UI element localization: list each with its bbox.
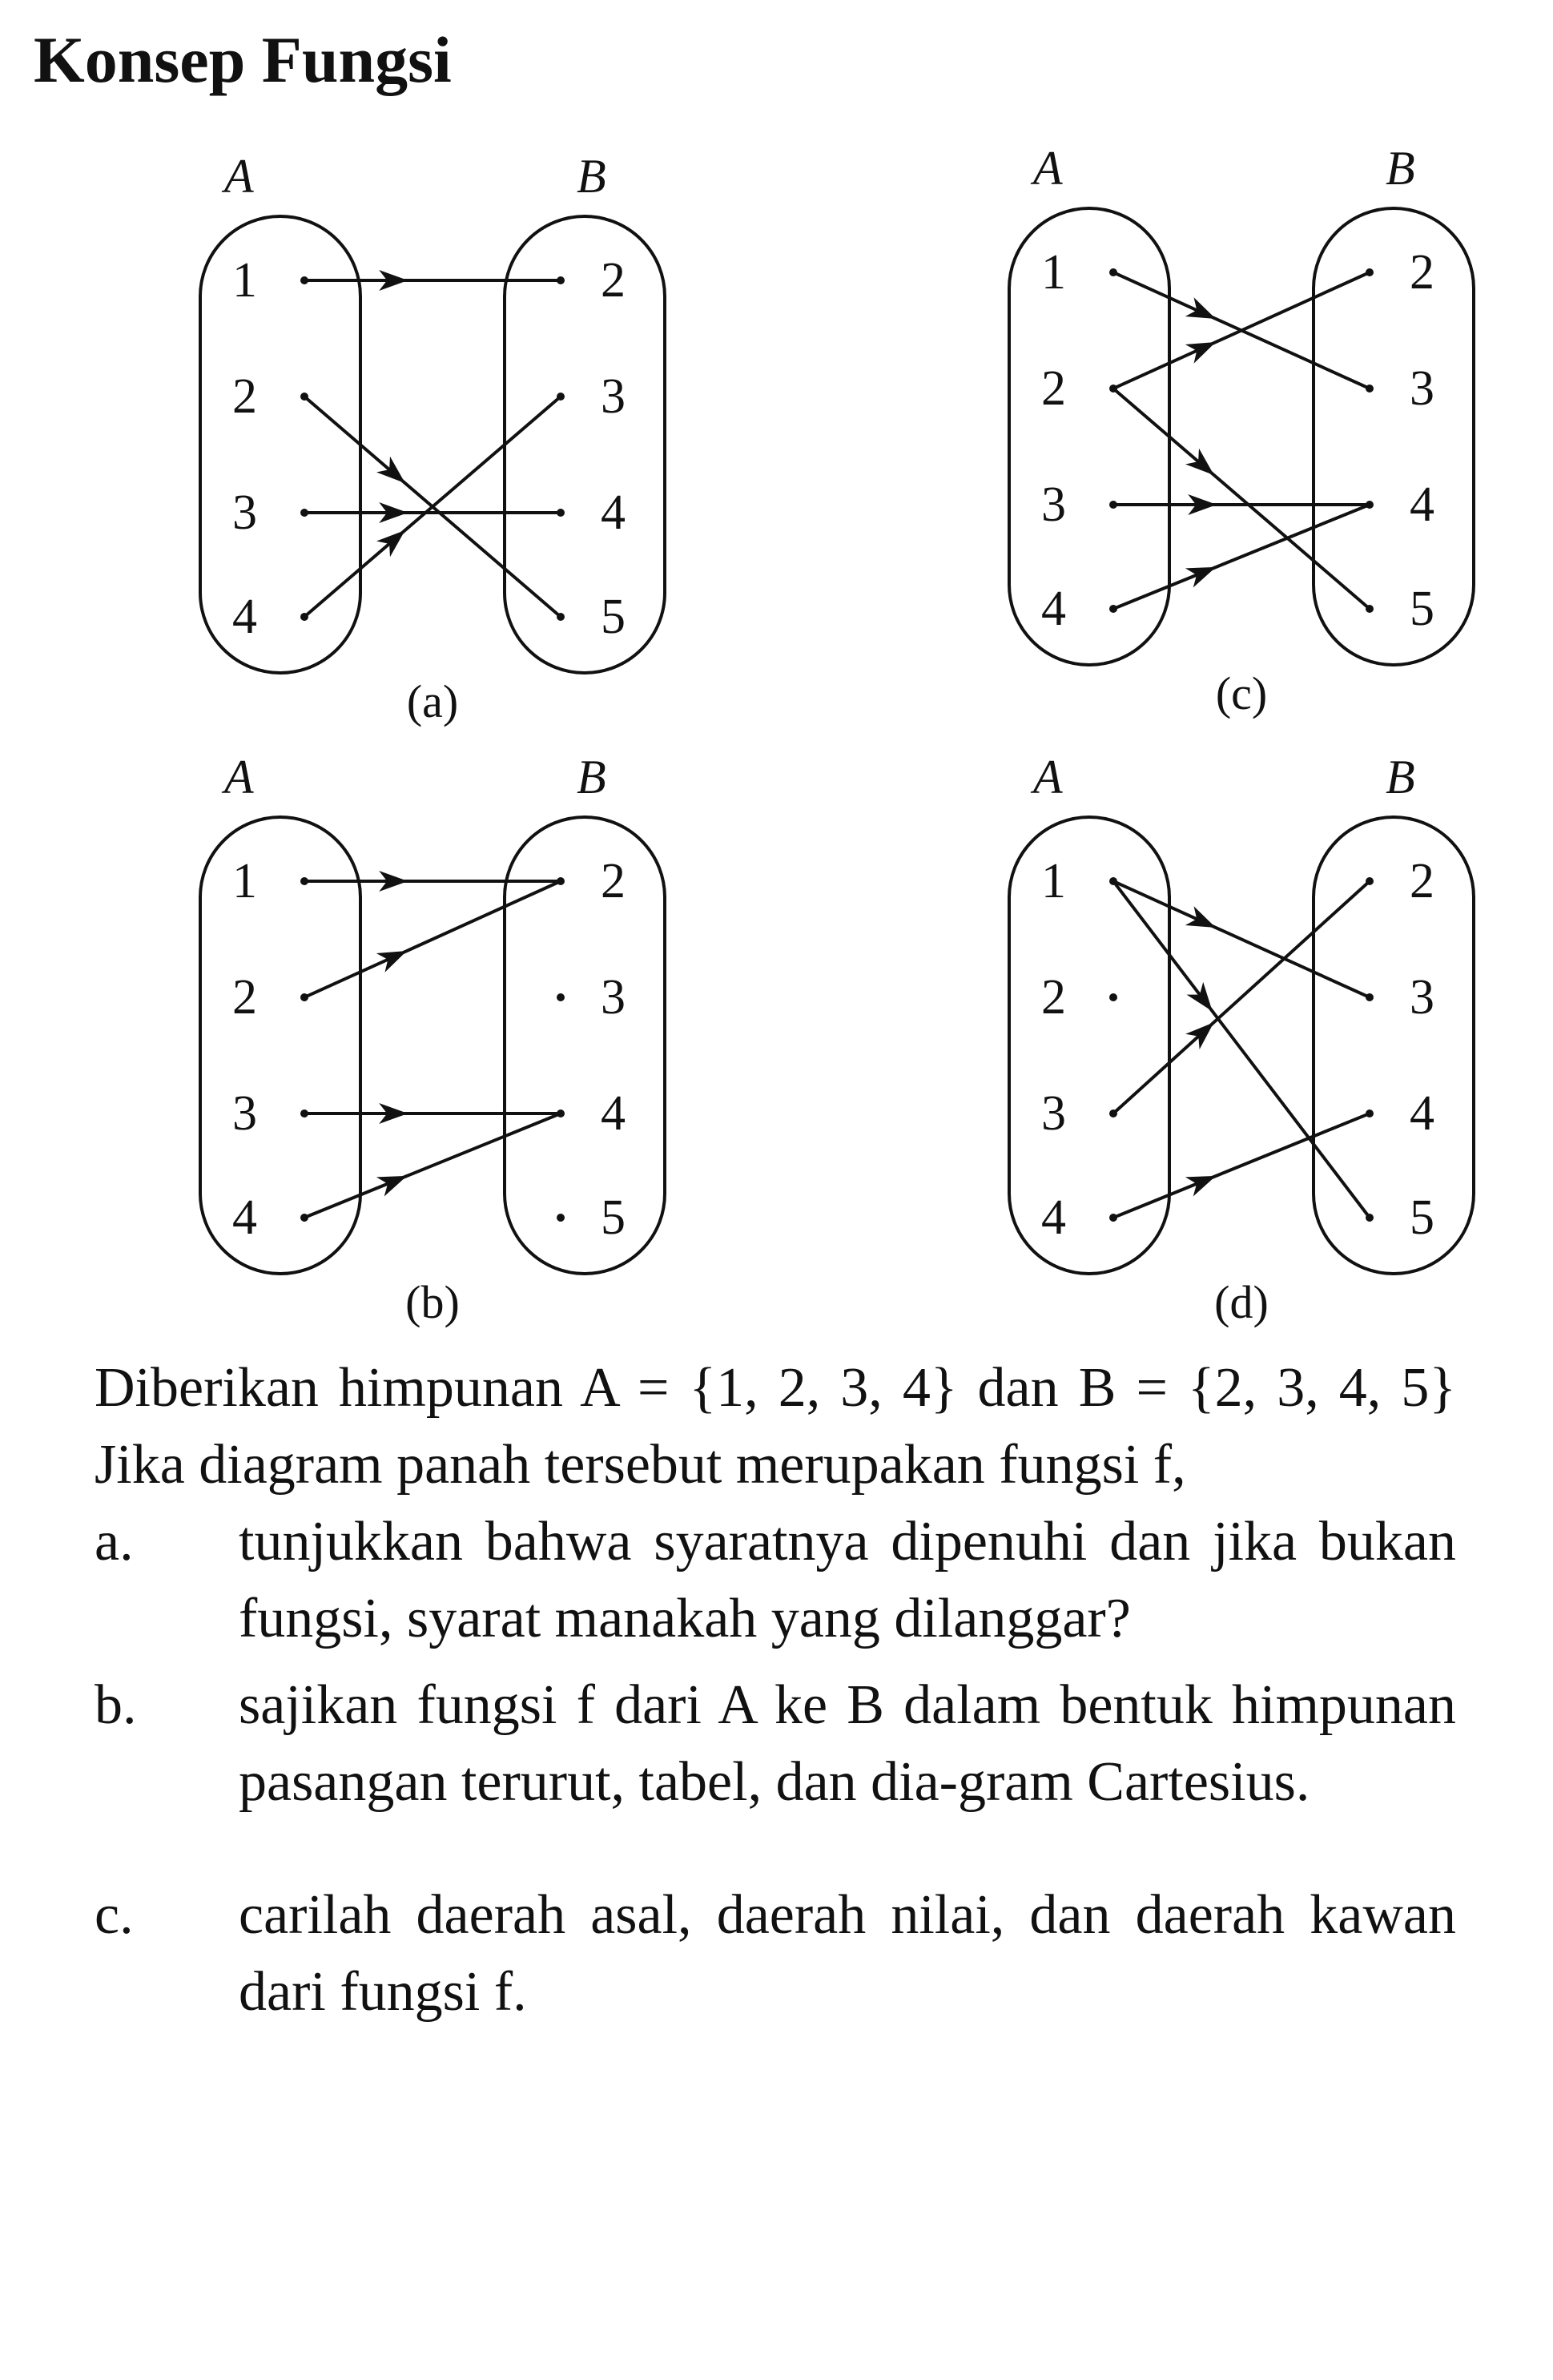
mapping-arrow (1113, 505, 1370, 609)
set-b-element: 3 (601, 970, 626, 1025)
question-text: tunjukkan bahwa syaratnya dipenuhi dan jika bukan fungsi, syarat manakah yang dilanggar? (239, 1511, 1456, 1649)
question-item-a (95, 1504, 1456, 1657)
set-b-element: 3 (601, 369, 626, 424)
set-b-element: 5 (1410, 1190, 1434, 1245)
question-item-b (95, 1667, 1456, 1821)
set-b-element: 4 (1410, 1086, 1434, 1141)
problem-statement (95, 1350, 1456, 2031)
question-marker: c. (95, 1884, 134, 1946)
set-b-oval (505, 817, 665, 1274)
mapping-arrow (304, 1113, 561, 1218)
set-a-element: 2 (1041, 970, 1066, 1025)
arrow-diagram-d (985, 737, 1498, 1330)
set-a-element: 4 (1041, 1190, 1066, 1245)
arrowhead (1185, 1166, 1220, 1197)
diagram-caption: (a) (406, 675, 459, 727)
set-a-element: 2 (232, 369, 257, 424)
set-a-dot (1109, 993, 1117, 1001)
set-b-element: 5 (601, 1190, 626, 1245)
mapping-arrow (1113, 881, 1370, 1113)
set-a-label: A (1033, 142, 1063, 195)
set-b-element: 3 (1410, 361, 1434, 416)
arrow-diagram-c (985, 128, 1498, 721)
arrowhead (1185, 906, 1221, 937)
set-b-label: B (577, 150, 606, 203)
problem-intro: Diberikan himpunan A = {1, 2, 3, 4} dan B = {2, 3, 4, 5} Jika diagram panah tersebut merupakan fungsi f, (95, 1357, 1456, 1496)
set-b-element: 2 (1410, 854, 1434, 908)
set-a-element: 2 (232, 970, 257, 1025)
arrow-diagram-b (176, 737, 689, 1330)
set-a-element: 4 (1041, 582, 1066, 636)
set-a-element: 1 (1041, 854, 1066, 908)
set-b-label: B (577, 751, 606, 803)
set-a-element: 1 (232, 854, 257, 908)
arrowhead (1185, 558, 1220, 588)
set-b-element: 4 (1410, 477, 1434, 532)
question-item-c (95, 1877, 1456, 2031)
diagram-caption: (d) (1214, 1276, 1269, 1328)
arrowhead (1185, 332, 1221, 364)
question-text: sajikan fungsi f dari A ke B dalam bentuk himpunan pasangan terurut, tabel, dan dia-gram Cartesius. (239, 1674, 1456, 1813)
set-b-element: 4 (601, 485, 626, 540)
set-b-oval (505, 216, 665, 673)
set-a-element: 3 (232, 1086, 257, 1141)
set-b-oval (1314, 208, 1474, 665)
arrowhead (376, 1166, 411, 1197)
diagram-caption: (c) (1215, 667, 1268, 719)
set-a-element: 1 (232, 253, 257, 308)
arrowhead (1187, 982, 1221, 1017)
page-title: Konsep Fungsi (34, 23, 452, 96)
set-b-element: 2 (1410, 245, 1434, 300)
set-a-element: 3 (1041, 477, 1066, 532)
set-b-label: B (1386, 142, 1415, 195)
question-marker: b. (95, 1674, 137, 1736)
set-a-oval (200, 216, 360, 673)
arrowhead (1185, 297, 1221, 328)
set-a-element: 4 (232, 1190, 257, 1245)
mapping-arrow (1113, 881, 1370, 997)
question-text: carilah daerah asal, daerah nilai, dan daerah kawan dari fungsi f. (239, 1884, 1456, 2023)
set-b-element: 5 (1410, 582, 1434, 636)
set-a-label: A (1033, 751, 1063, 803)
set-a-element: 3 (232, 485, 257, 540)
set-a-label: A (224, 751, 254, 803)
set-b-element: 3 (1410, 970, 1434, 1025)
arrow-diagram-a (176, 136, 689, 729)
set-a-element: 3 (1041, 1086, 1066, 1141)
set-a-label: A (224, 150, 254, 203)
set-a-element: 2 (1041, 361, 1066, 416)
question-marker: a. (95, 1511, 134, 1573)
arrowhead (376, 941, 412, 973)
set-b-element: 4 (601, 1086, 626, 1141)
set-b-element: 2 (601, 253, 626, 308)
set-b-label: B (1386, 751, 1415, 803)
set-b-element: 5 (601, 590, 626, 644)
set-a-element: 4 (232, 590, 257, 644)
set-b-element: 2 (601, 854, 626, 908)
set-b-dot (557, 1214, 565, 1222)
mapping-arrow (304, 881, 561, 997)
set-a-element: 1 (1041, 245, 1066, 300)
mapping-arrow (1113, 389, 1370, 609)
diagram-caption: (b) (405, 1276, 460, 1328)
set-b-dot (557, 993, 565, 1001)
set-b-oval (1314, 817, 1474, 1274)
